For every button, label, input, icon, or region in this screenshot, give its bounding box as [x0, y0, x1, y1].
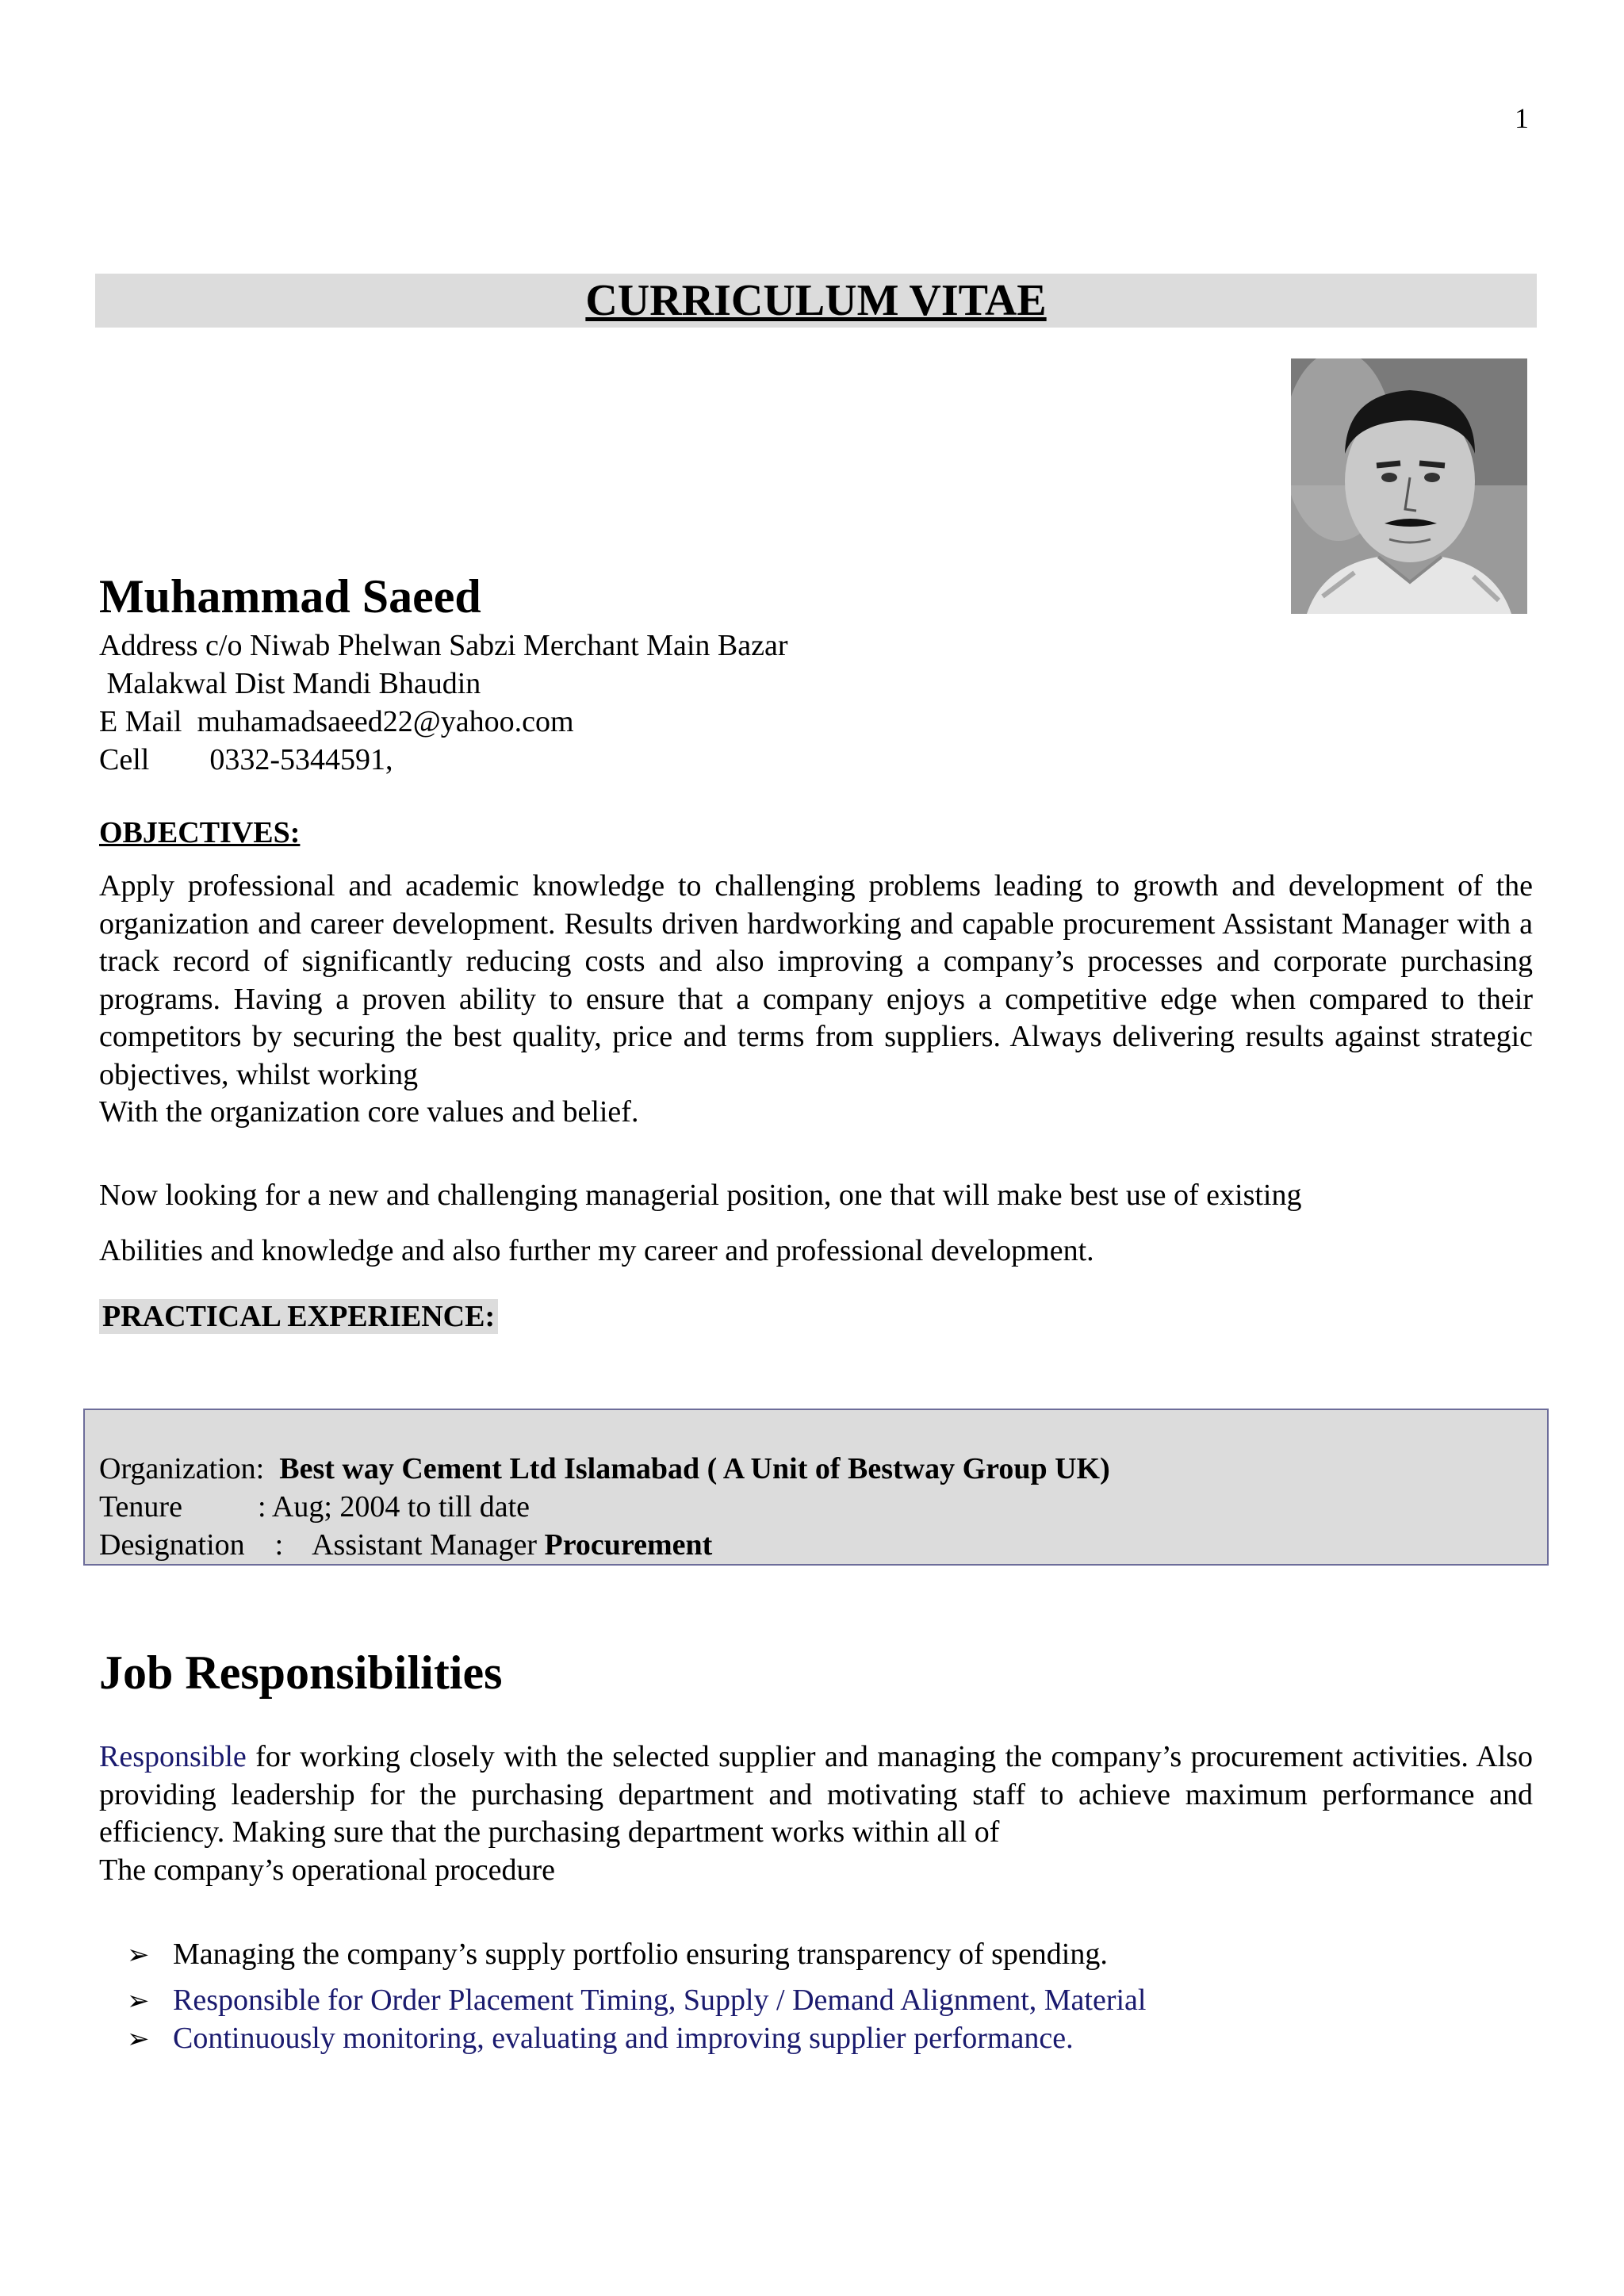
looking-line-2: Abilities and knowledge and also further my career and professional development.: [99, 1234, 1094, 1267]
job-lead-word: Responsible: [99, 1740, 247, 1773]
designation-title: Assistant Manager: [312, 1528, 537, 1562]
list-item: [127, 2021, 1074, 2056]
organization-name: Best way Cement Ltd Islamabad ( A Unit of Bestway Group UK): [279, 1452, 1110, 1485]
page-title: CURRICULUM VITAE: [585, 276, 1047, 325]
designation-row: [99, 1527, 712, 1562]
cell-number: 0332-5344591,: [209, 743, 393, 776]
arrowhead-bullet-icon: ➢: [127, 1985, 150, 2017]
arrowhead-bullet-icon: ➢: [127, 2023, 150, 2055]
looking-line-1: Now looking for a new and challenging managerial position, one that will make best use of existing: [99, 1179, 1302, 1212]
job-responsibilities-heading: Job Responsibilities: [99, 1646, 503, 1699]
list-item-text: Continuously monitoring, evaluating and improving supplier performance.: [173, 2022, 1074, 2055]
practical-experience-heading: PRACTICAL EXPERIENCE:: [99, 1299, 498, 1334]
list-item: [127, 1937, 1108, 1972]
experience-box: [83, 1409, 1549, 1566]
candidate-name: Muhammad Saeed: [99, 570, 481, 623]
job-paragraph: [99, 1738, 1533, 1889]
page-number: 1: [1515, 102, 1529, 134]
objectives-paragraph: [99, 868, 1533, 1132]
cell-row: [99, 741, 787, 779]
job-body-end: The company’s operational procedure: [99, 1853, 556, 1887]
cell-label: Cell: [99, 743, 150, 776]
list-item: [127, 1983, 1146, 2018]
objectives-heading: OBJECTIVES:: [99, 816, 301, 849]
list-item-text: Responsible for Order Placement Timing, Supply / Demand Alignment, Material: [173, 1984, 1147, 2017]
address-line-2: Malakwal Dist Mandi Bhaudin: [99, 667, 481, 700]
designation-department: Procurement: [544, 1528, 713, 1562]
job-body: [99, 1738, 1533, 1852]
list-item-text: Managing the company’s supply portfolio ensuring transparency of spending.: [173, 1938, 1108, 1971]
organization-row: [99, 1451, 1110, 1486]
arrowhead-bullet-icon: ➢: [127, 1939, 150, 1971]
address-line-1: Address c/o Niwab Phelwan Sabzi Merchant Main Bazar: [99, 629, 788, 662]
email-address[interactable]: muhamadsaeed22@yahoo.com: [197, 705, 574, 738]
profile-photo: [1291, 358, 1527, 614]
email-row: [99, 703, 787, 741]
title-banner: [95, 274, 1537, 328]
designation-separator: :: [274, 1528, 284, 1562]
tenure-row: [99, 1489, 530, 1524]
tenure-label: Tenure: [99, 1490, 182, 1524]
contact-block: [99, 627, 787, 779]
tenure-value: : Aug; 2004 to till date: [257, 1490, 530, 1524]
email-label: E Mail: [99, 705, 182, 738]
designation-label: Designation: [99, 1528, 245, 1562]
job-body-text: for working closely with the selected supplier and managing the company’s procurement activities. Also providing leadership for the purchasing department and motivating staff to achieve maximum performance and efficiency. Making sure that the purchasing department works within all of: [99, 1740, 1533, 1849]
objectives-end: With the organization core values and belief.: [99, 1095, 639, 1129]
objectives-body: Apply professional and academic knowledge to challenging problems leading to growth and development of the organization and career development. Results driven hardworking and capable procurement Assistant Manager with a track record of significantly reducing costs and also improving a company’s processes and corporate purchasing programs. Having a proven ability to ensure that a company enjoys a competitive edge when compared to their competitors by securing the best quality, price and terms from suppliers. Always delivering results against strategic objectives, whilst working: [99, 869, 1533, 1091]
organization-label: Organization:: [99, 1452, 265, 1485]
looking-paragraph: [99, 1167, 1533, 1278]
